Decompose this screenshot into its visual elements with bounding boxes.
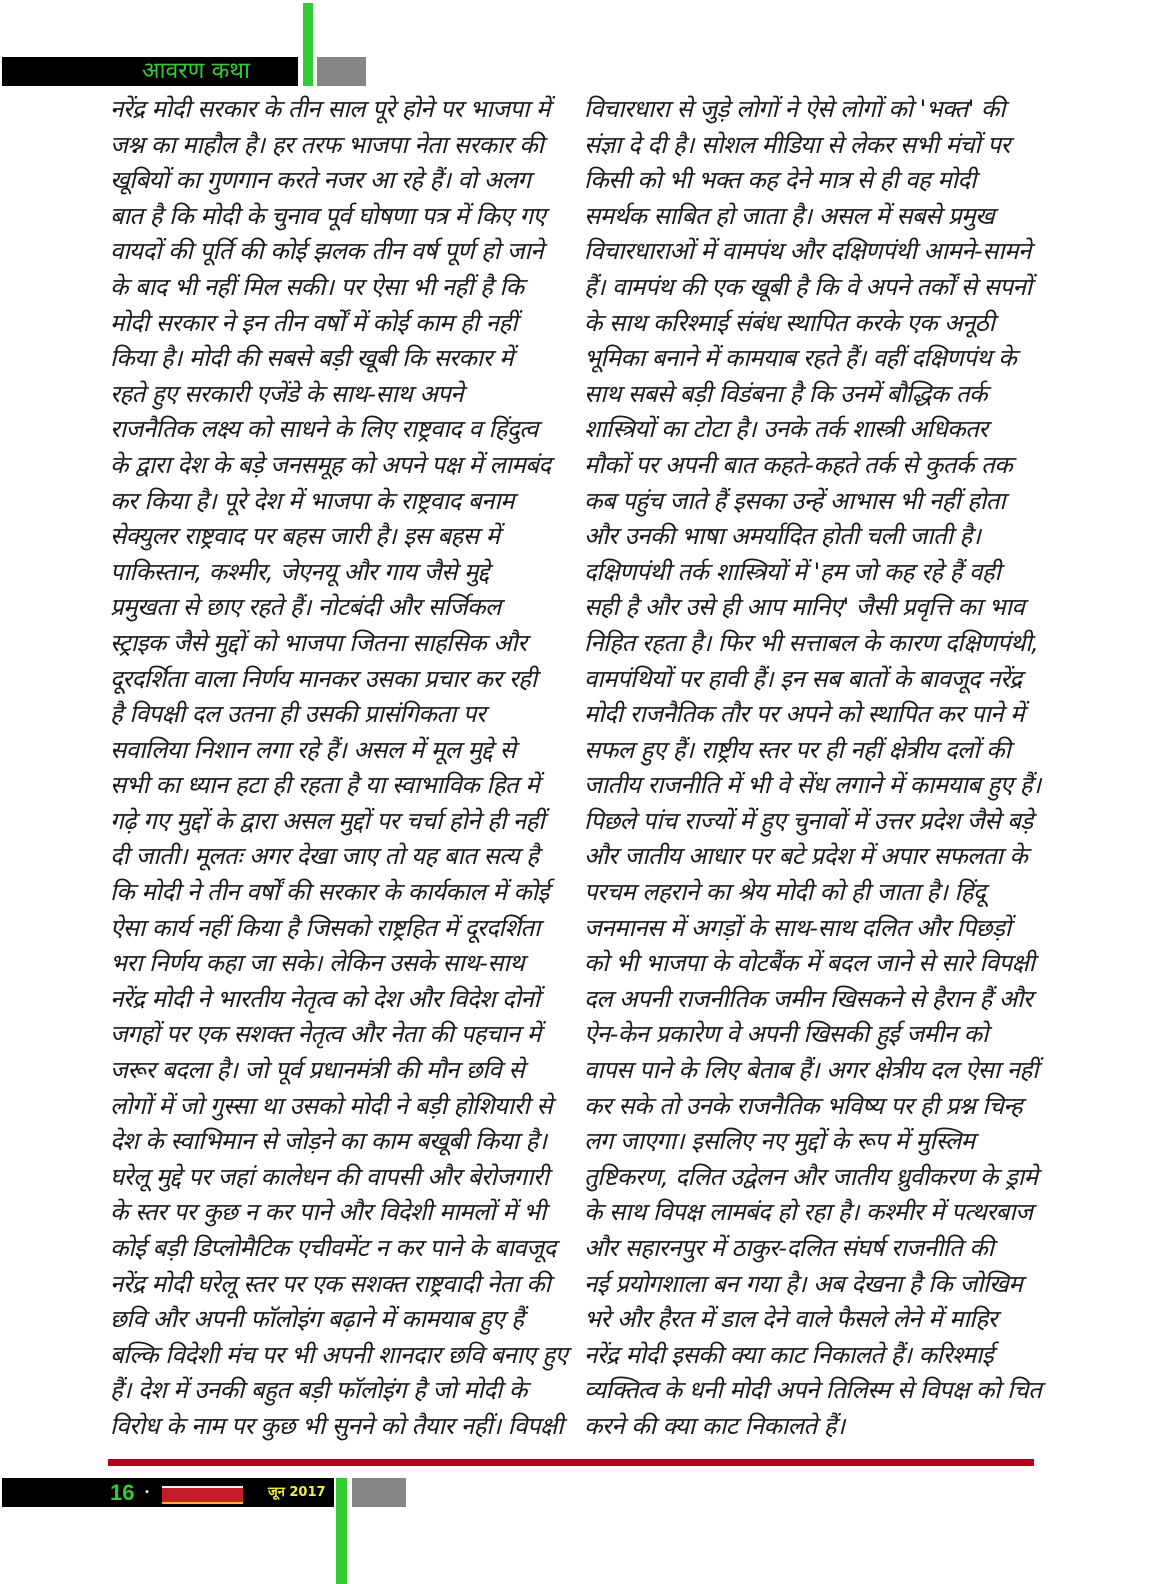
text-line: बात है कि मोदी के चुनाव पूर्व घोषणा पत्र में किए गए	[110, 201, 546, 230]
header-gray-block	[317, 57, 366, 86]
text-line: के स्तर पर कुछ न कर पाने और विदेशी मामलों में भी	[110, 1198, 546, 1227]
text-line: स्ट्राइक जैसे मुद्दों को भाजपा जितना साहसिक और	[110, 628, 527, 657]
text-line: मौकों पर अपनी बात कहते-कहते तर्क से कुतर्क तक	[584, 450, 1013, 479]
text-line: लोगों में जो गुस्सा था उसको मोदी ने बड़ी होशियारी से	[110, 1091, 552, 1120]
text-line: जातीय राजनीति में भी वे सेंध लगाने में कामयाब हुए हैं।	[584, 771, 1041, 800]
text-line: के द्वारा देश के बड़े जनसमूह को अपने पक्ष में लामबंद	[110, 450, 551, 479]
page-number: 16	[110, 1480, 135, 1505]
text-line: घरेलू मुद्दे पर जहां कालेधन की वापसी और बेरोजगारी	[110, 1162, 549, 1191]
text-line: विरोध के नाम पर कुछ भी सुनने को तैयार नहीं। विपक्षी	[110, 1411, 563, 1440]
text-line: खूबियों का गुणगान करते नजर आ रहे हैं। वो अलग	[110, 166, 531, 195]
text-line: समर्थक साबित हो जाता है। असल में सबसे प्रमुख	[584, 201, 995, 230]
text-line: नरेंद्र मोदी इसकी क्या काट निकालते हैं। करिश्माई	[584, 1340, 994, 1369]
text-line: सफल हुए हैं। राष्ट्रीय स्तर पर ही नहीं क्षेत्रीय दलों की	[584, 735, 1011, 764]
text-line: विचारधाराओं में वामपंथ और दक्षिणपंथी आमने-सामने	[584, 237, 1031, 266]
text-line: बल्कि विदेशी मंच पर भी अपनी शानदार छवि बनाए हुए	[110, 1340, 568, 1369]
text-line: पिछले पांच राज्यों में हुए चुनावों में उत्तर प्रदेश जैसे बड़े	[584, 806, 1033, 835]
text-line: सही है और उसे ही आप मानिए' जैसी प्रवृत्ति का भाव	[584, 593, 1025, 622]
footer-accent-bar	[336, 1478, 347, 1584]
text-line: लग जाएगा। इसलिए नए मुद्दों के रूप में मुस्लिम	[584, 1127, 975, 1156]
text-line: विचारधारा से जुड़े लोगों ने ऐसे लोगों को 'भक्त' की	[584, 95, 1006, 123]
text-line: और सहारनपुर में ठाकुर-दलित संघर्ष राजनीति की	[584, 1234, 994, 1262]
text-line: शास्त्रियों का टोटा है। उनके तर्क शास्त्री अधिकतर	[584, 415, 988, 444]
text-line: कोई बड़ी डिप्लोमैटिक एचीवमेंट न कर पाने के बावजूद	[110, 1234, 556, 1262]
text-line: सभी का ध्यान हटा ही रहता है या स्वाभाविक हित में	[110, 771, 540, 800]
text-line: कर सके तो उनके राजनैतिक भविष्य पर ही प्रश्न चिन्ह	[584, 1091, 1023, 1120]
text-line: हैं। वामपंथ की एक खूबी है कि वे अपने तर्कों से सपनों	[584, 272, 1032, 301]
text-line: मोदी राजनैतिक तौर पर अपने को स्थापित कर पाने में	[584, 700, 1024, 729]
text-line: भूमिका बनाने में कामयाब रहते हैं। वहीं दक्षिणपंथ के	[584, 344, 1017, 373]
text-line: के बाद भी नहीं मिल सकी। पर ऐसा भी नहीं है कि	[110, 272, 524, 301]
text-line: दक्षिणपंथी तर्क शास्त्रियों में 'हम जो कह रहे हैं वही	[584, 557, 1001, 586]
text-line: है विपक्षी दल उतना ही उसकी प्रासंगिकता पर	[110, 700, 486, 729]
text-line: निहित रहता है। फिर भी सत्ताबल के कारण दक्षिणपंथी,	[584, 628, 1039, 657]
text-line: पाकिस्तान, कश्मीर, जेएनयू और गाय जैसे मुद्दे	[110, 557, 489, 586]
text-line: देश के स्वाभिमान से जोड़ने का काम बखूबी किया है।	[110, 1127, 547, 1156]
text-line: नरेंद्र मोदी सरकार के तीन साल पूरे होने पर भाजपा में	[110, 95, 550, 123]
text-line: मोदी सरकार ने इन तीन वर्षों में कोई काम ही नहीं	[110, 308, 517, 337]
text-line: दी जाती। मूलतः अगर देखा जाए तो यह बात सत्य है	[110, 842, 539, 871]
text-line: नरेंद्र मोदी ने भारतीय नेतृत्व को देश और विदेश दोनों	[110, 984, 540, 1013]
issue-date: जून 2017	[268, 1485, 326, 1500]
text-line: तुष्टिकरण, दलित उद्वेलन और जातीय ध्रुवीकरण के ड्रामे	[584, 1162, 1038, 1191]
text-line: रहते हुए सरकारी एजेंडे के साथ-साथ अपने	[110, 379, 464, 408]
text-line: छवि और अपनी फॉलोइंग बढ़ाने में कामयाब हुए हैं	[110, 1305, 524, 1334]
text-line: वामपंथियों पर हावी हैं। इन सब बातों के बावजूद नरेंद्र	[584, 664, 1022, 693]
text-line: हैं। देश में उनकी बहुत बड़ी फॉलोइंग है जो मोदी के	[110, 1376, 527, 1405]
footer-gray-block	[352, 1478, 406, 1507]
text-line: दल अपनी राजनीतिक जमीन खिसकने से हैरान हैं और	[584, 984, 1033, 1013]
text-line: प्रमुखता से छाए रहते हैं। नोटबंदी और सर्जिकल	[110, 593, 501, 622]
text-line: वापस पाने के लिए बेताब हैं। अगर क्षेत्रीय दल ऐसा नहीं	[584, 1056, 1038, 1085]
text-line: भरा निर्णय कहा जा सके। लेकिन उसके साथ-साथ	[110, 949, 525, 978]
header-accent-bar	[303, 3, 313, 86]
text-line: को भी भाजपा के वोटबैंक में बदल जाने से सारे विपक्षी	[584, 949, 1035, 978]
text-line: किया है। मोदी की सबसे बड़ी खूबी कि सरकार में	[110, 344, 513, 373]
text-line: जनमानस में अगड़ों के साथ-साथ दलित और पिछड़ों	[584, 913, 1011, 942]
text-line: कब पहुंच जाते हैं इसका उन्हें आभास भी नहीं होता	[584, 486, 1006, 515]
article-column-left	[110, 92, 570, 1445]
text-line: वायदों की पूर्ति की कोई झलक तीन वर्ष पूर्ण हो जाने	[110, 237, 544, 266]
footer-rule	[108, 1459, 1034, 1466]
text-line: सवालिया निशान लगा रहे हैं। असल में मूल मुद्दे से	[110, 735, 516, 764]
article-column-right	[584, 92, 1044, 1445]
text-line: नई प्रयोगशाला बन गया है। अब देखना है कि जोखिम	[584, 1269, 1023, 1298]
magazine-logo	[162, 1486, 243, 1504]
text-line: के साथ करिश्माई संबंध स्थापित करके एक अनूठी	[584, 308, 995, 337]
footer-separator: •	[144, 1487, 150, 1498]
text-line: परचम लहराने का श्रेय मोदी को ही जाता है। हिंदू	[584, 878, 986, 907]
text-line: भरे और हैरत में डाल देने वाले फैसले लेने में माहिर	[584, 1305, 997, 1334]
text-line: व्यक्तित्व के धनी मोदी अपने तिलिस्म से विपक्ष को चित	[584, 1376, 1042, 1405]
text-line: गढ़े गए मुद्दों के द्वारा असल मुद्दों पर चर्चा होने ही नहीं	[110, 806, 545, 835]
text-line: संज्ञा दे दी है। सोशल मीडिया से लेकर सभी मंचों पर	[584, 130, 1010, 159]
section-title: आवरण कथा	[142, 58, 250, 84]
text-line: सेक्युलर राष्ट्रवाद पर बहस जारी है। इस बहस में	[110, 522, 500, 551]
text-line: जगहों पर एक सशक्त नेतृत्व और नेता की पहचान में	[110, 1020, 541, 1049]
text-line: राजनैतिक लक्ष्य को साधने के लिए राष्ट्रवाद व हिंदुत्व	[110, 415, 538, 444]
text-line: करने की क्या काट निकालते हैं।	[584, 1411, 845, 1440]
text-line: जरूर बदला है। जो पूर्व प्रधानमंत्री की मौन छवि से	[110, 1056, 525, 1085]
text-line: और जातीय आधार पर बटे प्रदेश में अपार सफलता के	[584, 842, 1028, 871]
text-line: नरेंद्र मोदी घरेलू स्तर पर एक सशक्त राष्ट्रवादी नेता की	[110, 1269, 551, 1298]
text-line: कि मोदी ने तीन वर्षों की सरकार के कार्यकाल में कोई	[110, 878, 549, 907]
text-line: ऐन-केन प्रकारेण वे अपनी खिसकी हुई जमीन को	[584, 1020, 988, 1049]
text-line: कर किया है। पूरे देश में भाजपा के राष्ट्रवाद बनाम	[110, 486, 515, 515]
text-line: और उनकी भाषा अमर्यादित होती चली जाती है।	[584, 522, 981, 551]
text-line: ऐसा कार्य नहीं किया है जिसको राष्ट्रहित में दूरदर्शिता	[110, 913, 540, 942]
text-line: दूरदर्शिता वाला निर्णय मानकर उसका प्रचार कर रही	[110, 664, 537, 693]
text-line: साथ सबसे बड़ी विडंबना है कि उनमें बौद्धिक तर्क	[584, 379, 987, 408]
text-line: किसी को भी भक्त कह देने मात्र से ही वह मोदी	[584, 166, 976, 195]
text-line: के साथ विपक्ष लामबंद हो रहा है। कश्मीर में पत्थरबाज	[584, 1198, 1033, 1227]
text-line: जश्न का माहौल है। हर तरफ भाजपा नेता सरकार की	[110, 130, 544, 159]
